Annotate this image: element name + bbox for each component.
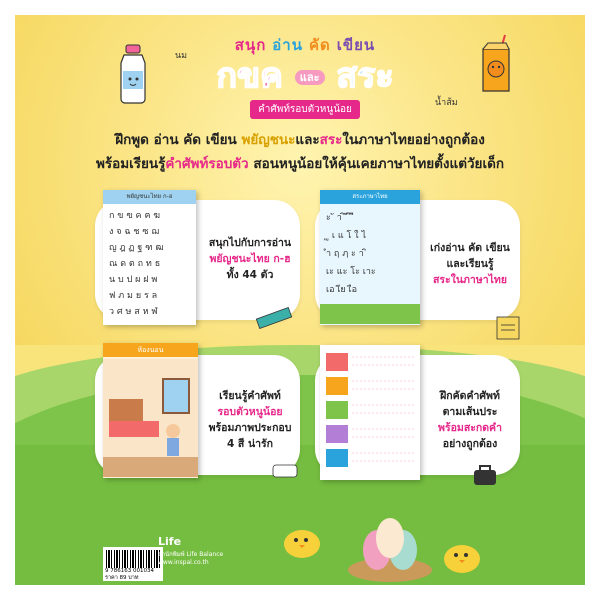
title-main xyxy=(210,57,400,97)
notepad-icon xyxy=(493,313,523,343)
p2-line-2: และเรียนรู้ xyxy=(446,258,494,270)
publisher-name: สำนักพิมพ์ Life Balance xyxy=(158,551,224,558)
p4-line-4: อย่างถูกต้อง xyxy=(442,438,498,450)
panel-vowels-text xyxy=(420,240,520,288)
milk-bottle-icon xyxy=(115,43,151,105)
title-top-words xyxy=(210,33,400,57)
svg-text:ุ ู เ แ โ ใ ไ: ุ ู เ แ โ ใ ไ xyxy=(326,231,366,241)
svg-text:ว ศ ษ ส ห ฬ: ว ศ ษ ส ห ฬ xyxy=(109,307,158,317)
chick-right-icon xyxy=(440,535,484,575)
p4-line-1: ฝึกคัดคำศัพท์ xyxy=(440,390,500,402)
eggs-nest-icon xyxy=(345,510,435,585)
consonant-poster xyxy=(103,190,196,325)
vowel-poster xyxy=(320,190,420,325)
p3-line-3: พร้อมภาพประกอบ xyxy=(208,422,292,434)
svg-text:ฟ ภ ม ย ร ล: ฟ ภ ม ย ร ล xyxy=(109,291,158,301)
svg-text:ำ ฤ ฦ ะ า ิ: ำ ฤ ฦ ะ า ิ xyxy=(326,249,367,259)
bedroom-poster xyxy=(103,343,198,478)
barcode xyxy=(103,547,163,581)
juice-label: น้ำส้ม xyxy=(435,98,458,108)
desc2-a: พร้อมเรียนรู้ xyxy=(95,156,166,172)
p4-line-3: พร้อมสะกดคำ xyxy=(438,422,502,434)
svg-text:ณ ด ต ถ ท ธ: ณ ด ต ถ ท ธ xyxy=(109,259,161,269)
svg-text:ง จ ฉ ช ซ ฌ: ง จ ฉ ช ซ ฌ xyxy=(109,227,160,237)
publisher-url: www.inspal.co.th xyxy=(158,559,209,566)
orange-juice-box-icon xyxy=(477,33,515,95)
p3-line-4: 4 สี น่ารัก xyxy=(226,438,274,450)
publisher xyxy=(158,535,238,566)
barcode-bars xyxy=(106,550,160,568)
title-word-4: เขียน xyxy=(336,36,376,54)
consonant-poster-title: พยัญชนะไทย ก-ฮ xyxy=(103,190,196,204)
school-bag-icon xyxy=(470,462,500,488)
bedroom-poster-title: ห้องนอน xyxy=(103,343,198,357)
ruler-icon xyxy=(255,307,295,331)
svg-text:เอ เีย เือ: เอ เีย เือ xyxy=(326,285,358,295)
p1-line-2: พยัญชนะไทย ก-ฮ xyxy=(209,253,291,265)
desc2-b: สอนหนูน้อยให้คุ้นเคยภาษาไทยตั้งแต่วัยเด็ก xyxy=(248,156,505,172)
p2-line-1: เก่งอ่าน คัด เขียน xyxy=(430,242,510,254)
book-back-cover xyxy=(15,15,585,585)
p1-line-1: สนุกไปกับการอ่าน xyxy=(208,237,292,249)
book-title xyxy=(210,33,400,119)
desc1-highlight-2: สระ xyxy=(319,132,343,148)
vowel-poster-title: สระภาษาไทย xyxy=(320,190,420,204)
title-word-3: คัด xyxy=(308,36,331,54)
svg-text:ะ ั า ิ ี ึ ื: ะ ั า ิ ี ึ ื xyxy=(326,213,354,223)
svg-text:ญ ฎ ฏ ฐ ฑ ฒ: ญ ฎ ฏ ฐ ฑ ฒ xyxy=(109,243,164,253)
bedroom-illustration xyxy=(103,359,198,477)
desc1-highlight-1: พยัญชนะ xyxy=(241,132,296,148)
desc1-b: และ xyxy=(295,132,320,148)
title-vowels: สระ xyxy=(336,56,394,96)
panel-writing-text xyxy=(420,388,520,452)
publisher-logo: Life xyxy=(158,535,182,548)
writing-practice-image xyxy=(320,345,420,480)
chick-left-icon xyxy=(280,520,324,560)
p3-line-1: เรียนรู้คำศัพท์ xyxy=(219,390,281,402)
svg-text:ก ข ฃ ค ฅ ฆ: ก ข ฃ ค ฅ ฆ xyxy=(109,211,160,221)
title-word-1: สนุก xyxy=(234,36,267,54)
title-word-2: อ่าน xyxy=(272,36,303,54)
panel-consonants-text xyxy=(200,235,300,283)
svg-text:น บ ป ผ ฝ พ: น บ ป ผ ฝ พ xyxy=(109,275,158,285)
desc1-c: ในภาษาไทยอย่างถูกต้อง xyxy=(342,132,485,148)
description-line-1 xyxy=(15,128,585,150)
desc1-a: ฝึกพูด อ่าน คัด เขียน xyxy=(115,132,242,148)
p3-line-2: รอบตัวหนูน้อย xyxy=(217,406,283,418)
desc2-highlight: คำศัพท์รอบตัว xyxy=(165,156,249,172)
eraser-icon xyxy=(270,460,300,482)
p1-line-3: ทั้ง 44 ตัว xyxy=(226,269,274,281)
title-and: และ xyxy=(295,70,325,85)
vowel-grid-image xyxy=(320,206,420,324)
book-subtitle: คำศัพท์รอบตัวหนูน้อย xyxy=(250,100,360,119)
description-line-2 xyxy=(15,152,585,174)
consonant-grid-image xyxy=(103,206,196,324)
milk-label: นม xyxy=(175,51,188,61)
writing-practice-page xyxy=(320,345,420,480)
barcode-number: 9 786163 001034 xyxy=(105,568,154,574)
panel-vocabulary-text xyxy=(200,388,300,452)
title-consonants: กขค xyxy=(216,56,283,96)
p4-line-2: ตามเส้นประ xyxy=(442,406,498,418)
svg-text:เะ แะ โะ เาะ: เะ แะ โะ เาะ xyxy=(326,267,376,277)
price-label: ราคา 89 บาท xyxy=(105,575,139,581)
p2-line-3: สระในภาษาไทย xyxy=(433,274,507,286)
